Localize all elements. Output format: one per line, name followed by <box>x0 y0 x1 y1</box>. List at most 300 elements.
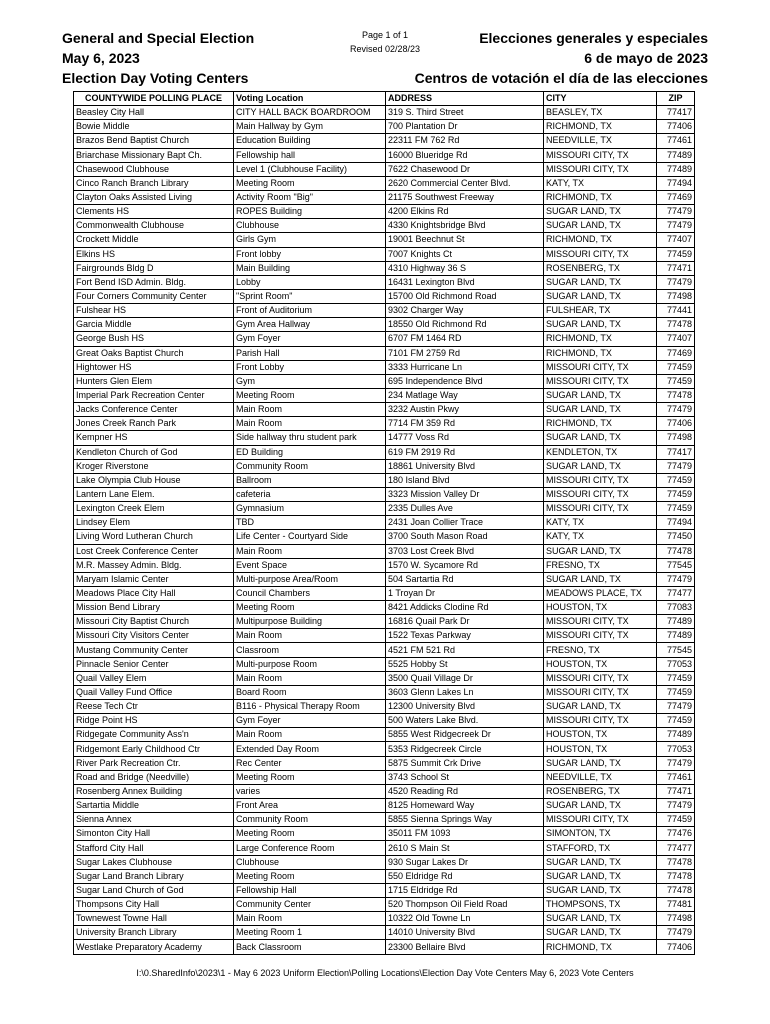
city-cell: SUGAR LAND, TX <box>544 544 657 558</box>
address-cell: 4521 FM 521 Rd <box>386 643 544 657</box>
address-cell: 3333 Hurricane Ln <box>386 360 544 374</box>
table-row <box>74 388 695 402</box>
polling-place-cell: Townewest Towne Hall <box>74 912 234 926</box>
polling-place-cell: Meadows Place City Hall <box>74 586 234 600</box>
zip-cell: 77471 <box>657 261 695 275</box>
city-cell: RICHMOND, TX <box>544 417 657 431</box>
address-cell: 5855 Sienna Springs Way <box>386 813 544 827</box>
city-cell: KATY, TX <box>544 530 657 544</box>
address-cell: 14010 University Blvd <box>386 926 544 940</box>
address-cell: 7007 Knights Ct <box>386 247 544 261</box>
table-row <box>74 615 695 629</box>
address-cell: 21175 Southwest Freeway <box>386 190 544 204</box>
city-cell: HOUSTON, TX <box>544 657 657 671</box>
city-cell: MISSOURI CITY, TX <box>544 813 657 827</box>
polling-place-cell: George Bush HS <box>74 332 234 346</box>
zip-cell: 77441 <box>657 304 695 318</box>
voting-location-cell: Meeting Room <box>234 176 386 190</box>
city-cell: KATY, TX <box>544 176 657 190</box>
city-cell: MISSOURI CITY, TX <box>544 162 657 176</box>
file-path-footer: I:\0.SharedInfo\2023\1 - May 6 2023 Uniform Election\Polling Locations\Election Day Vote Centers May 6, 2023 Vote Centers <box>136 968 634 978</box>
column-header-voting-location: Voting Location <box>234 92 386 106</box>
zip-cell: 77545 <box>657 558 695 572</box>
voting-location-cell: Meeting Room <box>234 601 386 615</box>
city-cell: RICHMOND, TX <box>544 120 657 134</box>
city-cell: ROSENBERG, TX <box>544 784 657 798</box>
polling-place-cell: Kroger Riverstone <box>74 459 234 473</box>
address-cell: 3323 Mission Valley Dr <box>386 487 544 501</box>
polling-place-cell: Mustang Community Center <box>74 643 234 657</box>
table-row <box>74 346 695 360</box>
polling-place-cell: Kendleton Church of God <box>74 445 234 459</box>
city-cell: HOUSTON, TX <box>544 742 657 756</box>
zip-cell: 77459 <box>657 360 695 374</box>
table-row <box>74 473 695 487</box>
zip-cell: 77417 <box>657 106 695 120</box>
table-row <box>74 219 695 233</box>
voting-location-cell: Fellowship hall <box>234 148 386 162</box>
voting-location-cell: varies <box>234 784 386 798</box>
voting-location-cell: Clubhouse <box>234 855 386 869</box>
city-cell: MISSOURI CITY, TX <box>544 360 657 374</box>
table-row <box>74 431 695 445</box>
address-cell: 1522 Texas Parkway <box>386 629 544 643</box>
zip-cell: 77459 <box>657 813 695 827</box>
address-cell: 2620 Commercial Center Blvd. <box>386 176 544 190</box>
voting-location-cell: Ballroom <box>234 473 386 487</box>
voting-location-cell: Board Room <box>234 685 386 699</box>
city-cell: HOUSTON, TX <box>544 601 657 615</box>
zip-cell: 77479 <box>657 700 695 714</box>
polling-place-cell: Lost Creek Conference Center <box>74 544 234 558</box>
city-cell: SUGAR LAND, TX <box>544 572 657 586</box>
city-cell: KATY, TX <box>544 516 657 530</box>
zip-cell: 77461 <box>657 770 695 784</box>
polling-place-cell: Sugar Land Church of God <box>74 883 234 897</box>
polling-place-cell: Sugar Lakes Clubhouse <box>74 855 234 869</box>
voting-location-cell: Community Center <box>234 898 386 912</box>
column-header-city: CITY <box>544 92 657 106</box>
table-row <box>74 869 695 883</box>
address-cell: 4310 Highway 36 S <box>386 261 544 275</box>
polling-place-cell: Road and Bridge (Needville) <box>74 770 234 784</box>
polling-place-cell: Garcia Middle <box>74 318 234 332</box>
polling-place-cell: Missouri City Visitors Center <box>74 629 234 643</box>
voting-location-cell: Girls Gym <box>234 233 386 247</box>
polling-place-cell: Sartartia Middle <box>74 799 234 813</box>
zip-cell: 77407 <box>657 332 695 346</box>
voting-location-cell: ROPES Building <box>234 205 386 219</box>
zip-cell: 77479 <box>657 459 695 473</box>
table-row <box>74 487 695 501</box>
address-cell: 6707 FM 1464 RD <box>386 332 544 346</box>
table-row <box>74 714 695 728</box>
table-row <box>74 360 695 374</box>
city-cell: SUGAR LAND, TX <box>544 799 657 813</box>
zip-cell: 77489 <box>657 148 695 162</box>
zip-cell: 77450 <box>657 530 695 544</box>
voting-location-cell: Extended Day Room <box>234 742 386 756</box>
polling-place-cell: Clayton Oaks Assisted Living <box>74 190 234 204</box>
polling-place-cell: Sugar Land Branch Library <box>74 869 234 883</box>
address-cell: 695 Independence Blvd <box>386 374 544 388</box>
table-row <box>74 205 695 219</box>
polling-place-cell: Rosenberg Annex Building <box>74 784 234 798</box>
address-cell: 23300 Bellaire Blvd <box>386 940 544 954</box>
polling-place-cell: Bowie Middle <box>74 120 234 134</box>
table-row <box>74 120 695 134</box>
address-cell: 16000 Blueridge Rd <box>386 148 544 162</box>
address-cell: 930 Sugar Lakes Dr <box>386 855 544 869</box>
polling-place-cell: Pinnacle Senior Center <box>74 657 234 671</box>
voting-location-cell: CITY HALL BACK BOARDROOM <box>234 106 386 120</box>
table-row <box>74 940 695 954</box>
voting-location-cell: Gym Area Hallway <box>234 318 386 332</box>
voting-location-cell: Parish Hall <box>234 346 386 360</box>
city-cell: MISSOURI CITY, TX <box>544 247 657 261</box>
table-row <box>74 629 695 643</box>
polling-place-cell: Mission Bend Library <box>74 601 234 615</box>
table-row <box>74 176 695 190</box>
polling-place-cell: Lantern Lane Elem. <box>74 487 234 501</box>
voting-location-cell: Back Classroom <box>234 940 386 954</box>
address-cell: 19001 Beechnut St <box>386 233 544 247</box>
table-row <box>74 685 695 699</box>
zip-cell: 77461 <box>657 134 695 148</box>
zip-cell: 77053 <box>657 657 695 671</box>
voting-location-cell: Main Building <box>234 261 386 275</box>
zip-cell: 77477 <box>657 586 695 600</box>
city-cell: FRESNO, TX <box>544 558 657 572</box>
address-cell: 9302 Charger Way <box>386 304 544 318</box>
polling-place-cell: Briarchase Missionary Bapt Ch. <box>74 148 234 162</box>
polling-place-cell: Quail Valley Fund Office <box>74 685 234 699</box>
polling-place-cell: Fort Bend ISD Admin. Bldg. <box>74 275 234 289</box>
city-cell: NEEDVILLE, TX <box>544 770 657 784</box>
zip-cell: 77459 <box>657 247 695 261</box>
zip-cell: 77478 <box>657 318 695 332</box>
zip-cell: 77406 <box>657 417 695 431</box>
address-cell: 18550 Old Richmond Rd <box>386 318 544 332</box>
city-cell: SUGAR LAND, TX <box>544 403 657 417</box>
address-cell: 3700 South Mason Road <box>386 530 544 544</box>
address-cell: 3500 Quail Village Dr <box>386 671 544 685</box>
city-cell: SUGAR LAND, TX <box>544 855 657 869</box>
city-cell: SIMONTON, TX <box>544 827 657 841</box>
zip-cell: 77406 <box>657 940 695 954</box>
voting-location-cell: Main Hallway by Gym <box>234 120 386 134</box>
address-cell: 7101 FM 2759 Rd <box>386 346 544 360</box>
city-cell: SUGAR LAND, TX <box>544 219 657 233</box>
address-cell: 1715 Eldridge Rd <box>386 883 544 897</box>
city-cell: SUGAR LAND, TX <box>544 700 657 714</box>
table-row <box>74 261 695 275</box>
city-cell: HOUSTON, TX <box>544 728 657 742</box>
voting-location-cell: Main Room <box>234 728 386 742</box>
address-cell: 4520 Reading Rd <box>386 784 544 798</box>
voting-location-cell: ED Building <box>234 445 386 459</box>
zip-cell: 77477 <box>657 841 695 855</box>
voting-location-cell: Event Space <box>234 558 386 572</box>
city-cell: RICHMOND, TX <box>544 190 657 204</box>
zip-cell: 77469 <box>657 346 695 360</box>
zip-cell: 77481 <box>657 898 695 912</box>
polling-place-cell: Hunters Glen Elem <box>74 374 234 388</box>
page-number: Page 1 of 1 <box>361 30 409 40</box>
zip-cell: 77417 <box>657 445 695 459</box>
table-row <box>74 572 695 586</box>
polling-place-cell: Imperial Park Recreation Center <box>74 388 234 402</box>
zip-cell: 77407 <box>657 233 695 247</box>
city-cell: FRESNO, TX <box>544 643 657 657</box>
voting-location-cell: Level 1 (Clubhouse Facility) <box>234 162 386 176</box>
voting-location-cell: Main Room <box>234 544 386 558</box>
zip-cell: 77489 <box>657 615 695 629</box>
table-row <box>74 148 695 162</box>
voting-location-cell: Front lobby <box>234 247 386 261</box>
table-row <box>74 756 695 770</box>
polling-place-cell: Simonton City Hall <box>74 827 234 841</box>
city-cell: MISSOURI CITY, TX <box>544 487 657 501</box>
polling-place-cell: Cinco Ranch Branch Library <box>74 176 234 190</box>
address-cell: 3603 Glenn Lakes Ln <box>386 685 544 699</box>
table-row <box>74 374 695 388</box>
voting-location-cell: Main Room <box>234 417 386 431</box>
city-cell: THOMPSONS, TX <box>544 898 657 912</box>
city-cell: MISSOURI CITY, TX <box>544 615 657 629</box>
table-row <box>74 799 695 813</box>
table-row <box>74 898 695 912</box>
address-cell: 2610 S Main St <box>386 841 544 855</box>
document-title: Election Day Voting Centers <box>62 70 249 86</box>
polling-place-cell: Maryam Islamic Center <box>74 572 234 586</box>
table-row <box>74 728 695 742</box>
table-row <box>74 516 695 530</box>
polling-place-cell: Fairgrounds Bldg D <box>74 261 234 275</box>
zip-cell: 77479 <box>657 219 695 233</box>
voting-location-cell: Council Chambers <box>234 586 386 600</box>
voting-location-cell: Large Conference Room <box>234 841 386 855</box>
zip-cell: 77479 <box>657 572 695 586</box>
city-cell: RICHMOND, TX <box>544 940 657 954</box>
polling-place-cell: Beasley City Hall <box>74 106 234 120</box>
table-row <box>74 459 695 473</box>
table-row <box>74 671 695 685</box>
address-cell: 14777 Voss Rd <box>386 431 544 445</box>
address-cell: 7714 FM 359 Rd <box>386 417 544 431</box>
voting-location-cell: Meeting Room <box>234 869 386 883</box>
polling-place-cell: Jones Creek Ranch Park <box>74 417 234 431</box>
voting-location-cell: Meeting Room <box>234 770 386 784</box>
table-row <box>74 742 695 756</box>
table-row <box>74 530 695 544</box>
zip-cell: 77083 <box>657 601 695 615</box>
voting-location-cell: Side hallway thru student park <box>234 431 386 445</box>
polling-place-cell: Chasewood Clubhouse <box>74 162 234 176</box>
zip-cell: 77476 <box>657 827 695 841</box>
table-row <box>74 643 695 657</box>
city-cell: SUGAR LAND, TX <box>544 318 657 332</box>
zip-cell: 77478 <box>657 855 695 869</box>
zip-cell: 77498 <box>657 289 695 303</box>
polling-place-cell: M.R. Massey Admin. Bldg. <box>74 558 234 572</box>
table-row <box>74 841 695 855</box>
voting-location-cell: Gym Foyer <box>234 714 386 728</box>
voting-location-cell: Community Room <box>234 459 386 473</box>
table-row <box>74 827 695 841</box>
zip-cell: 77479 <box>657 275 695 289</box>
zip-cell: 77459 <box>657 671 695 685</box>
address-cell: 500 Waters Lake Blvd. <box>386 714 544 728</box>
polling-place-cell: River Park Recreation Ctr. <box>74 756 234 770</box>
address-cell: 7622 Chasewood Dr <box>386 162 544 176</box>
city-cell: FULSHEAR, TX <box>544 304 657 318</box>
city-cell: SUGAR LAND, TX <box>544 883 657 897</box>
table-row <box>74 558 695 572</box>
voting-location-cell: Main Room <box>234 912 386 926</box>
zip-cell: 77494 <box>657 516 695 530</box>
voting-location-cell: Multipurpose Building <box>234 615 386 629</box>
zip-cell: 77406 <box>657 120 695 134</box>
polling-place-cell: Great Oaks Baptist Church <box>74 346 234 360</box>
polling-place-cell: Jacks Conference Center <box>74 403 234 417</box>
address-cell: 5353 Ridgecreek Circle <box>386 742 544 756</box>
table-row <box>74 883 695 897</box>
table-row <box>74 289 695 303</box>
city-cell: NEEDVILLE, TX <box>544 134 657 148</box>
city-cell: SUGAR LAND, TX <box>544 459 657 473</box>
zip-cell: 77489 <box>657 728 695 742</box>
polling-place-cell: Crockett Middle <box>74 233 234 247</box>
voting-location-cell: TBD <box>234 516 386 530</box>
voting-location-cell: Classroom <box>234 643 386 657</box>
election-date: May 6, 2023 <box>62 50 140 66</box>
polling-place-cell: Commonwealth Clubhouse <box>74 219 234 233</box>
city-cell: RICHMOND, TX <box>544 332 657 346</box>
city-cell: SUGAR LAND, TX <box>544 205 657 219</box>
table-row <box>74 601 695 615</box>
polling-place-cell: Westlake Preparatory Academy <box>74 940 234 954</box>
city-cell: MISSOURI CITY, TX <box>544 714 657 728</box>
table-row <box>74 304 695 318</box>
revised-date: Revised 02/28/23 <box>349 44 421 54</box>
voting-location-cell: Main Room <box>234 671 386 685</box>
table-row <box>74 855 695 869</box>
city-cell: SUGAR LAND, TX <box>544 926 657 940</box>
voting-location-cell: Multi-purpose Room <box>234 657 386 671</box>
voting-location-cell: Gymnasium <box>234 502 386 516</box>
zip-cell: 77494 <box>657 176 695 190</box>
city-cell: SUGAR LAND, TX <box>544 431 657 445</box>
polling-place-cell: Ridge Point HS <box>74 714 234 728</box>
polling-place-cell: Living Word Lutheran Church <box>74 530 234 544</box>
address-cell: 1570 W. Sycamore Rd <box>386 558 544 572</box>
zip-cell: 77479 <box>657 926 695 940</box>
zip-cell: 77498 <box>657 431 695 445</box>
column-header-zip: ZIP <box>657 92 695 106</box>
voting-location-cell: Main Room <box>234 403 386 417</box>
voting-location-cell: Meeting Room <box>234 388 386 402</box>
address-cell: 35011 FM 1093 <box>386 827 544 841</box>
voting-location-cell: Rec Center <box>234 756 386 770</box>
polling-place-cell: Ridgegate Community Ass'n <box>74 728 234 742</box>
zip-cell: 77459 <box>657 473 695 487</box>
zip-cell: 77489 <box>657 162 695 176</box>
table-row <box>74 544 695 558</box>
table-row <box>74 586 695 600</box>
zip-cell: 77478 <box>657 388 695 402</box>
city-cell: STAFFORD, TX <box>544 841 657 855</box>
polling-place-cell: Sienna Annex <box>74 813 234 827</box>
city-cell: SUGAR LAND, TX <box>544 912 657 926</box>
table-row <box>74 403 695 417</box>
zip-cell: 77479 <box>657 205 695 219</box>
address-cell: 619 FM 2919 Rd <box>386 445 544 459</box>
address-cell: 180 Island Blvd <box>386 473 544 487</box>
voting-location-cell: Education Building <box>234 134 386 148</box>
table-body <box>74 106 695 954</box>
table-row <box>74 445 695 459</box>
city-cell: SUGAR LAND, TX <box>544 869 657 883</box>
address-cell: 5855 West Ridgecreek Dr <box>386 728 544 742</box>
table-row <box>74 657 695 671</box>
city-cell: BEASLEY, TX <box>544 106 657 120</box>
table-row <box>74 162 695 176</box>
address-cell: 8125 Homeward Way <box>386 799 544 813</box>
table-row <box>74 502 695 516</box>
zip-cell: 77459 <box>657 374 695 388</box>
city-cell: ROSENBERG, TX <box>544 261 657 275</box>
table-row <box>74 912 695 926</box>
table-row <box>74 784 695 798</box>
address-cell: 3232 Austin Pkwy <box>386 403 544 417</box>
address-cell: 2335 Dulles Ave <box>386 502 544 516</box>
voting-centers-table <box>73 91 695 955</box>
voting-location-cell: Fellowship Hall <box>234 883 386 897</box>
zip-cell: 77498 <box>657 912 695 926</box>
polling-place-cell: Quail Valley Elem <box>74 671 234 685</box>
voting-location-cell: Multi-purpose Area/Room <box>234 572 386 586</box>
voting-location-cell: Front of Auditorium <box>234 304 386 318</box>
table-row <box>74 275 695 289</box>
address-cell: 1 Troyan Dr <box>386 586 544 600</box>
polling-place-cell: Brazos Bend Baptist Church <box>74 134 234 148</box>
zip-cell: 77459 <box>657 685 695 699</box>
polling-place-cell: Four Corners Community Center <box>74 289 234 303</box>
polling-place-cell: Ridgemont Early Childhood Ctr <box>74 742 234 756</box>
city-cell: SUGAR LAND, TX <box>544 756 657 770</box>
polling-place-cell: Reese Tech Ctr <box>74 700 234 714</box>
city-cell: MEADOWS PLACE, TX <box>544 586 657 600</box>
table-row <box>74 770 695 784</box>
voting-location-cell: cafeteria <box>234 487 386 501</box>
election-title: General and Special Election <box>62 30 255 46</box>
voting-location-cell: Clubhouse <box>234 219 386 233</box>
voting-location-cell: Front Area <box>234 799 386 813</box>
polling-place-cell: Hightower HS <box>74 360 234 374</box>
table-row <box>74 190 695 204</box>
city-cell: MISSOURI CITY, TX <box>544 685 657 699</box>
voting-location-cell: Main Room <box>234 629 386 643</box>
voting-location-cell: Front Lobby <box>234 360 386 374</box>
zip-cell: 77053 <box>657 742 695 756</box>
address-cell: 700 Plantation Dr <box>386 120 544 134</box>
voting-location-cell: Community Room <box>234 813 386 827</box>
table-row <box>74 318 695 332</box>
address-cell: 319 S. Third Street <box>386 106 544 120</box>
polling-place-cell: Clements HS <box>74 205 234 219</box>
zip-cell: 77478 <box>657 544 695 558</box>
